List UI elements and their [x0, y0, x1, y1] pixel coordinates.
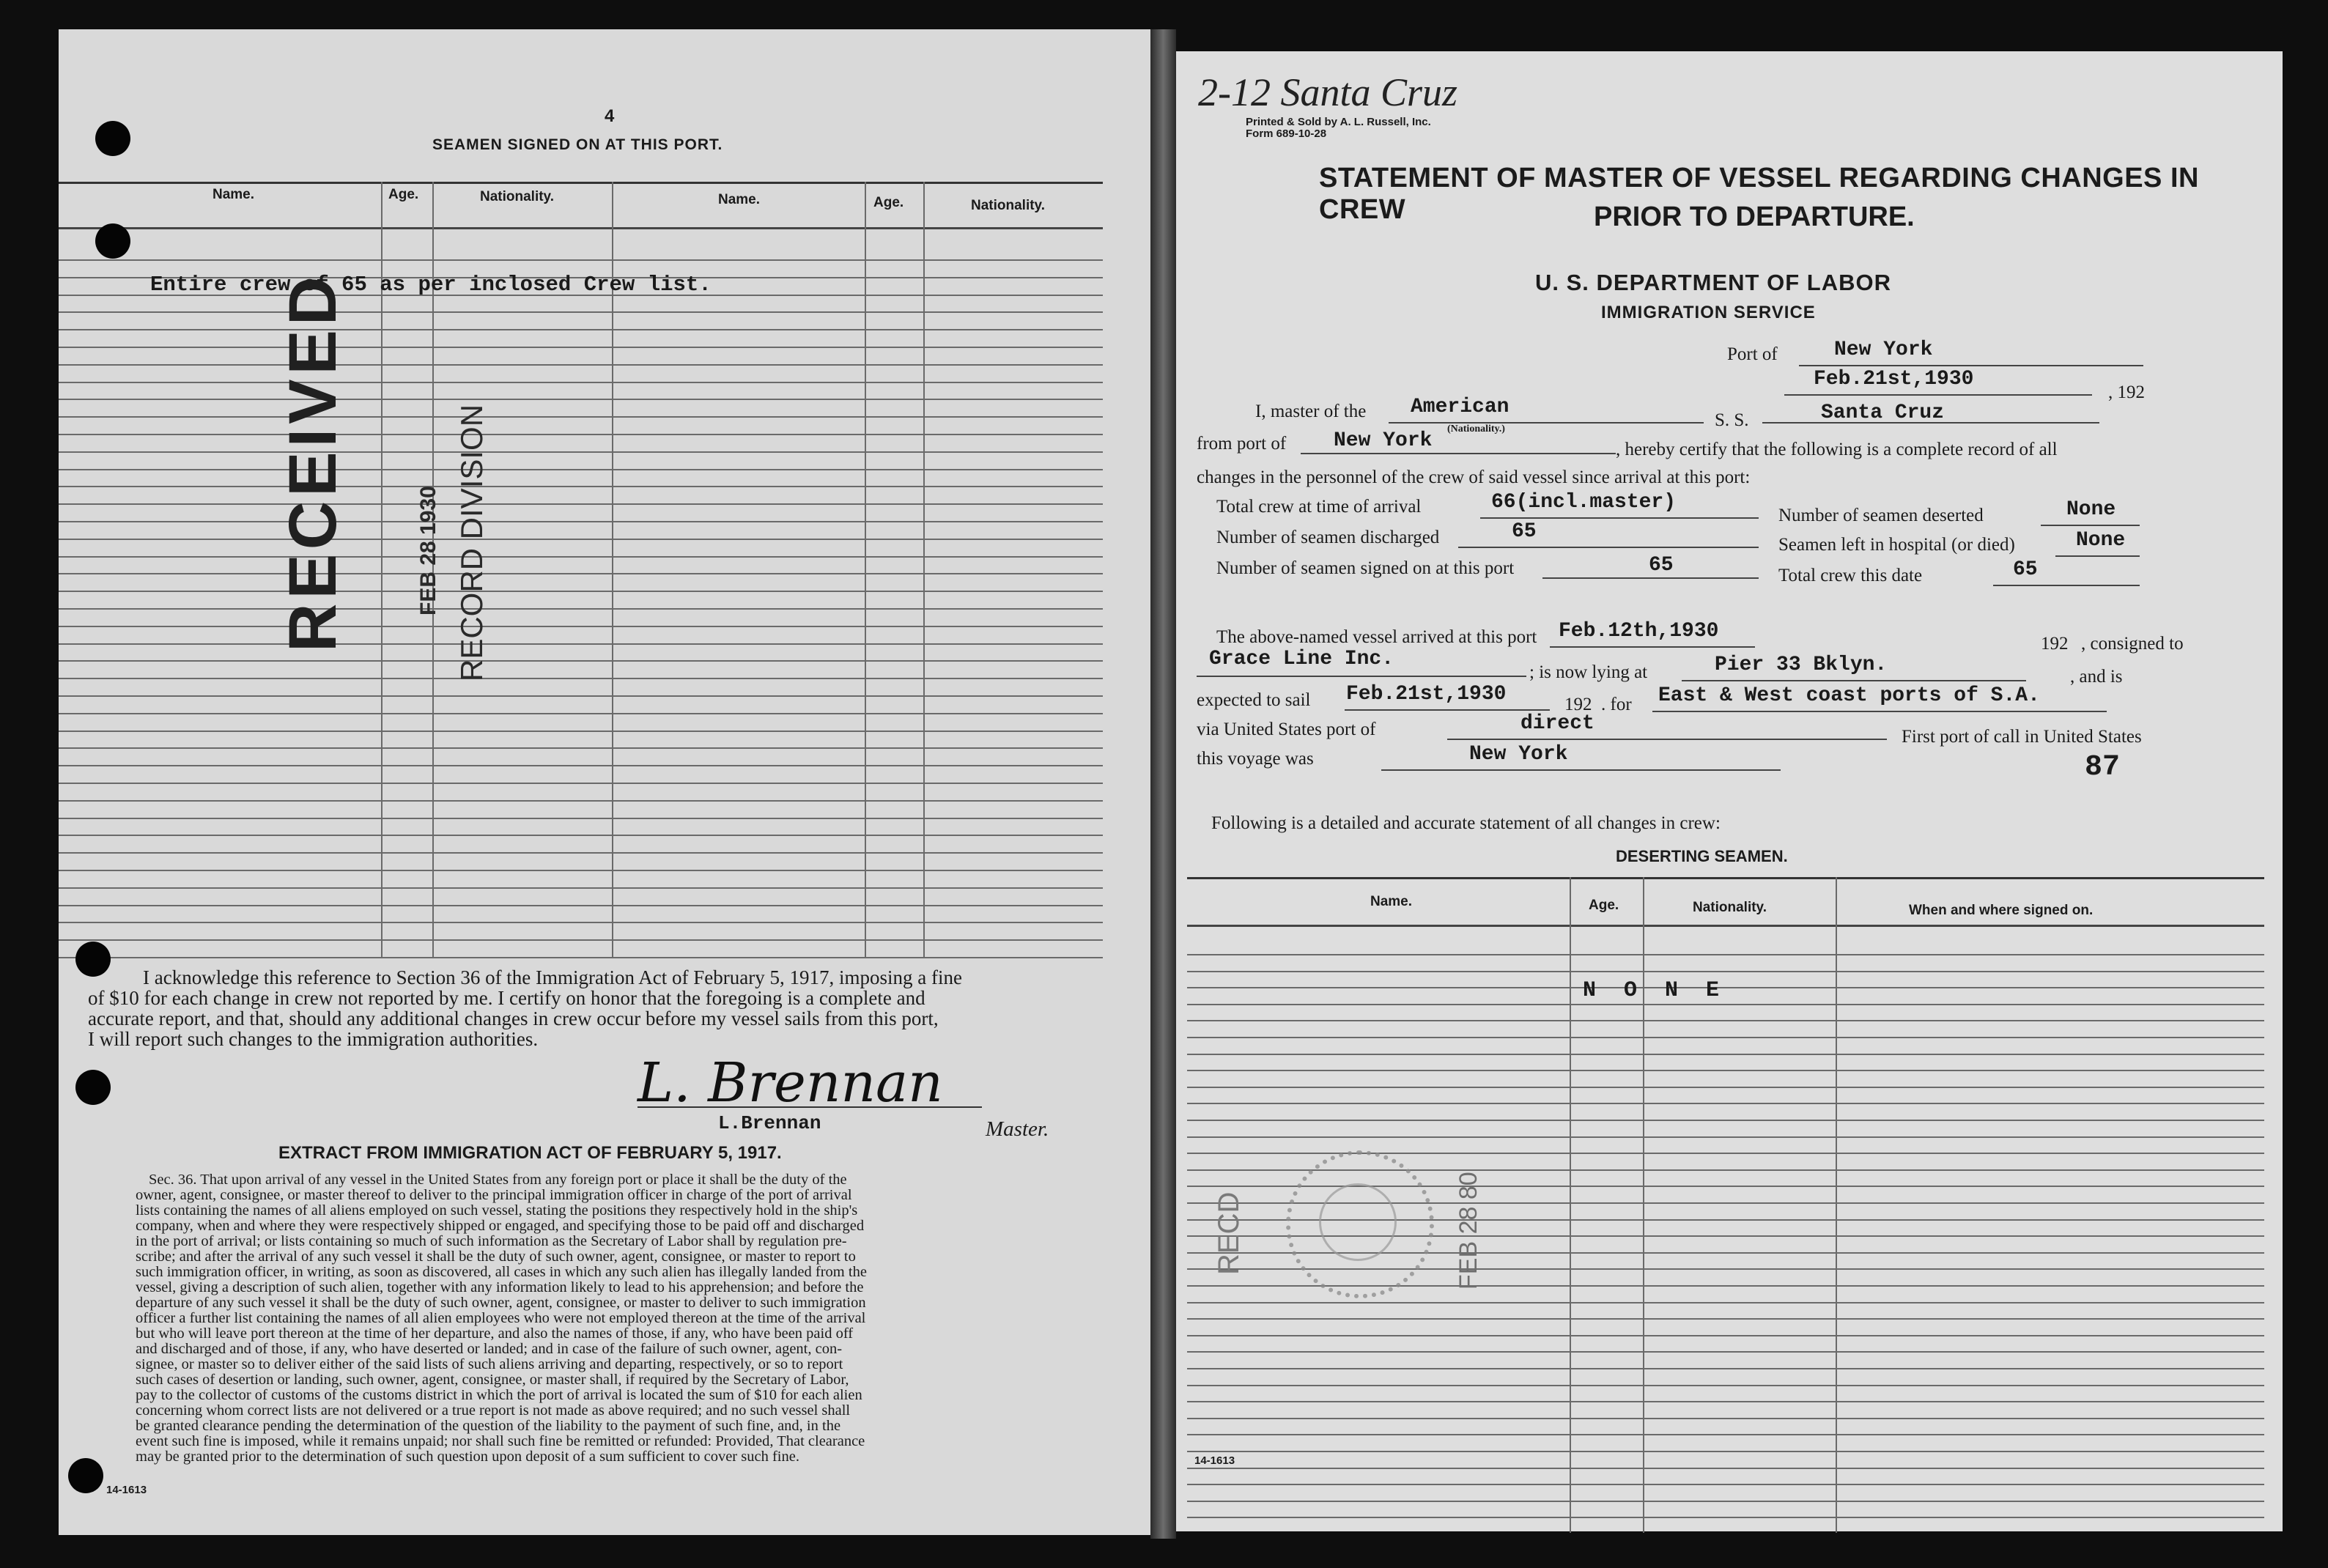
ruled-line: [59, 713, 1103, 714]
stamp-number: 87: [2085, 751, 2121, 784]
ruled-line: [59, 259, 1103, 261]
page-number: 4: [605, 106, 615, 126]
desert-col-age: Age.: [1589, 898, 1619, 913]
ack-line-3: accurate report, and that, should any additional changes in crew occur before my vessel sails from this port,: [88, 1007, 939, 1029]
extract-text: [136, 1172, 1147, 1465]
extract-line: officer a further list containing the names of all alien employees who were not employed thereon at the time of the arrival: [136, 1310, 866, 1326]
department-heading: U. S. DEPARTMENT OF LABOR: [1535, 270, 1891, 295]
port-value: New York: [1834, 339, 1933, 361]
extract-line: such immigration officer, in writing, as soon as discovered, all cases in which any such alien has illegally landed from the: [136, 1264, 867, 1280]
ruled-line: [59, 329, 1103, 330]
ruled-line: [59, 591, 1103, 592]
col-age-1: Age.: [388, 187, 419, 202]
ruled-line: [1187, 1484, 2264, 1485]
form-title-line-1: STATEMENT OF MASTER OF VESSEL REGARDING CHANGES IN CREW: [1319, 163, 2199, 225]
ruled-line: [59, 434, 1103, 435]
ruled-line: [1187, 1302, 2264, 1303]
punch-hole: [75, 1070, 111, 1105]
printer-line-1: Printed & Sold by A. L. Russell, Inc.: [1246, 116, 1431, 128]
nationality-caption: (Nationality.): [1447, 424, 1505, 434]
ruled-line: [1187, 1136, 2264, 1138]
signed-on-heading: SEAMEN SIGNED ON AT THIS PORT.: [432, 136, 723, 153]
extract-line: departure of any such vessel it shall be the duty of such owner, agent, consignee, or master to deliver to such immigration: [136, 1295, 866, 1311]
ruled-line: [59, 451, 1103, 453]
ruled-line: [1187, 971, 2264, 972]
extract-line: such cases of desertion or landing, such owner, agent, consignee, or master shall, if required by the Secretary of Labor,: [136, 1372, 849, 1388]
col-nationality-2: Nationality.: [971, 198, 1045, 213]
desert-col-when-where: When and where signed on.: [1909, 903, 2094, 918]
ack-line-1: I acknowledge this reference to Section 36 of the Immigration Act of February 5, 1917, imposing a fine: [143, 966, 962, 988]
ruled-line: [1187, 1451, 2264, 1452]
ruled-line: [59, 870, 1103, 871]
record-division-stamp: RECORD DIVISION: [454, 404, 489, 681]
ruled-line: [59, 521, 1103, 522]
handwritten-note: 2-12 Santa Cruz: [1198, 70, 1458, 114]
col-name-1: Name.: [213, 187, 255, 202]
discharged-value: 65: [1512, 520, 1537, 543]
extract-line: in the port of arrival; or lists containing so much of such information as the Secretary of Labor shall by regulation pre-: [136, 1233, 847, 1249]
nationality-value: American: [1411, 396, 1509, 418]
service-heading: IMMIGRATION SERVICE: [1601, 303, 1816, 322]
total-date-label: Total crew this date: [1778, 566, 1923, 585]
total-arrival-label: Total crew at time of arrival: [1216, 497, 1422, 517]
form-title-line-2: PRIOR TO DEPARTURE.: [1594, 201, 1915, 232]
master-signature: L. Brennan: [638, 1051, 943, 1114]
extract-line: scribe; and after the arrival of any such vessel it shall be the duty of such owner, agent, consignee, or master to report to: [136, 1249, 856, 1265]
port-label: Port of: [1727, 344, 1778, 364]
signed-on-value: 65: [1649, 554, 1674, 577]
hospital-value: None: [2076, 529, 2126, 552]
acknowledgement-block: [88, 967, 1128, 1049]
punch-hole: [75, 942, 111, 977]
punch-hole: [68, 1458, 103, 1493]
extract-line: event such fine is imposed, while it remains unpaid; nor shall such fine be remitted or refunded: Provided, That clearance: [136, 1433, 865, 1449]
col-nationality-1: Nationality.: [480, 189, 554, 204]
discharged-label: Number of seamen discharged: [1216, 528, 1440, 547]
ruled-line: [59, 731, 1103, 732]
ruled-line: [59, 486, 1103, 487]
right-form-number: 14-1613: [1194, 1454, 1235, 1467]
ruled-line: [59, 818, 1103, 819]
ruled-line: [59, 835, 1103, 836]
extract-line: and discharged and of those, if any, who have deserted or landed; and in case of the failure of such owner, agent, con-: [136, 1341, 843, 1357]
ruled-line: [59, 626, 1103, 627]
ruled-line: [1187, 1004, 2264, 1005]
ruled-line: [1187, 1351, 2264, 1353]
ruled-line: [1187, 1054, 2264, 1055]
ss-label: S. S.: [1715, 410, 1749, 430]
ruled-line: [59, 573, 1103, 574]
ruled-line: [1187, 1103, 2264, 1104]
extract-line: lists containing the names of all aliens employed on such vessel, stating the positions they respectively hold in the ship's: [136, 1202, 858, 1218]
ruled-line: [59, 678, 1103, 679]
printer-line-2: Form 689-10-28: [1246, 127, 1327, 140]
ruled-line: [59, 957, 1103, 958]
ruled-line: [59, 347, 1103, 348]
recd-stamp-text: RECD: [1213, 1191, 1245, 1275]
lying-value: Pier 33 Bklyn.: [1715, 654, 1888, 676]
master-of-label: I, master of the: [1255, 402, 1367, 421]
sail-year: 192: [1564, 695, 1592, 714]
and-is-label: , and is: [2070, 667, 2123, 687]
changes-text: changes in the personnel of the crew of said vessel since arrival at this port:: [1197, 467, 1751, 487]
feb-stamp-date: FEB 28 80: [1455, 1172, 1482, 1290]
ruled-line: [1187, 954, 2264, 955]
ruled-line: [59, 469, 1103, 470]
extract-line: signee, or master so to deliver either of the said lists of such aliens arriving and departing, respectively, or so to report: [136, 1356, 843, 1372]
deserted-value: None: [2066, 498, 2116, 521]
lying-label: ; is now lying at: [1529, 662, 1648, 682]
ruled-line: [1187, 1401, 2264, 1402]
col-name-2: Name.: [718, 192, 761, 207]
ruled-line: [1187, 1434, 2264, 1435]
arrived-year: 192: [2041, 634, 2069, 654]
ruled-line: [1187, 1087, 2264, 1088]
left-page: [59, 29, 1150, 1535]
ruled-line: [1187, 1335, 2264, 1336]
ruled-line: [1187, 1385, 2264, 1386]
extract-line: company, when and where they were respectively shipped or engaged, and specifying those to be paid off and discharged: [136, 1218, 865, 1234]
punch-hole: [95, 223, 130, 259]
ruled-line: [59, 382, 1103, 383]
signed-on-label: Number of seamen signed on at this port: [1216, 558, 1515, 578]
ruled-line: [1187, 1501, 2264, 1502]
extract-line: pay to the collector of customs of the customs district in which the port of arrival is located the sum of $10 for each alien: [136, 1387, 862, 1403]
ruled-line: [1187, 1517, 2264, 1518]
ruled-line: [1187, 1120, 2264, 1121]
sail-value: Feb.21st,1930: [1346, 683, 1507, 706]
from-port-value: New York: [1334, 429, 1433, 452]
master-label: Master.: [986, 1117, 1049, 1141]
col-age-2: Age.: [873, 195, 904, 210]
extract-line: Sec. 36. That upon arrival of any vessel in the United States from any foreign port or place it shall be the duty of the: [149, 1172, 847, 1188]
ruled-line: [59, 364, 1103, 366]
ruled-line: [59, 503, 1103, 505]
ruled-line: [59, 608, 1103, 610]
voyage-value: New York: [1469, 743, 1568, 766]
ack-line-2: of $10 for each change in crew not reported by me. I certify on honor that the foregoing is a complete and: [88, 987, 925, 1009]
voyage-label: this voyage was: [1197, 749, 1314, 769]
ruled-line: [1187, 1070, 2264, 1071]
ruled-line: [1187, 1468, 2264, 1469]
deserting-heading: DESERTING SEAMEN.: [1616, 847, 1788, 865]
extract-line: concerning whom correct lists are not delivered or a true report is not made as above required; and no such vessel shall: [136, 1402, 851, 1419]
arrived-label: The above-named vessel arrived at this port: [1216, 627, 1537, 647]
extract-line: vessel, giving a description of such alien, together with any information likely to lead to his apprehension; and before the: [136, 1279, 864, 1295]
following-text: Following is a detailed and accurate statement of all changes in crew:: [1211, 813, 1721, 833]
book-gutter: [1150, 29, 1176, 1539]
certify-text: , hereby certify that the following is a complete record of all: [1616, 440, 2058, 459]
extract-line: owner, agent, consignee, or master thereof to deliver to the principal immigration officer in charge of the port of arrival: [136, 1187, 852, 1203]
ruled-line: [59, 939, 1103, 941]
date-value: Feb.21st,1930: [1814, 368, 1974, 391]
ruled-line: [59, 800, 1103, 802]
desert-col-name: Name.: [1370, 894, 1413, 909]
consigned-label: , consigned to: [2081, 634, 2184, 654]
arrived-value: Feb.12th,1930: [1559, 620, 1719, 643]
year-suffix: , 192: [2108, 382, 2145, 402]
ruled-line: [1187, 1368, 2264, 1369]
via-label: via United States port of: [1197, 720, 1376, 739]
ruled-line: [59, 747, 1103, 749]
crew-entry: Entire crew of 65 as per inclosed Crew list.: [150, 273, 712, 297]
none-entry: N O N E: [1583, 978, 1727, 1003]
ruled-line: [1187, 1318, 2264, 1320]
ruled-line: [59, 887, 1103, 889]
punch-hole: [95, 121, 130, 156]
ruled-line: [59, 539, 1103, 540]
extract-line: may be granted prior to the determination of such question upon deposit of a sum sufficient to cover such fine.: [136, 1449, 799, 1465]
ruled-line: [59, 905, 1103, 906]
from-port-label: from port of: [1197, 434, 1287, 454]
ruled-line: [1187, 1418, 2264, 1419]
right-page: [1176, 51, 2283, 1531]
extract-line: but who will leave port thereon at the time of her departure, and also the names of those, if any, who have been paid off: [136, 1325, 854, 1342]
ack-line-4: I will report such changes to the immigration authorities.: [88, 1028, 539, 1050]
ruled-line: [59, 852, 1103, 854]
left-form-number: 14-1613: [106, 1484, 147, 1496]
ruled-line: [59, 783, 1103, 784]
consignee-value: Grace Line Inc.: [1209, 648, 1394, 670]
signer-typed-name: L.Brennan: [718, 1112, 821, 1134]
extract-line: be granted clearance pending the determination of the question of the liability to the payment of such fine, and, in the: [136, 1418, 841, 1434]
ruled-line: [59, 311, 1103, 313]
ruled-line: [1187, 1020, 2264, 1021]
total-arrival-value: 66(incl.master): [1491, 491, 1677, 514]
ruled-line: [59, 765, 1103, 766]
ruled-line: [59, 643, 1103, 645]
ruled-line: [59, 399, 1103, 400]
ruled-line: [59, 416, 1103, 418]
hospital-label: Seamen left in hospital (or died): [1778, 535, 2015, 555]
deserted-label: Number of seamen deserted: [1778, 506, 1984, 525]
total-date-value: 65: [2013, 558, 2038, 581]
via-value: direct: [1520, 712, 1595, 735]
first-port-label: First port of call in United States: [1902, 727, 2142, 747]
ruled-line: [59, 695, 1103, 697]
vessel-name: Santa Cruz: [1821, 402, 1945, 424]
ruled-line: [59, 556, 1103, 558]
received-stamp-date: FEB 28 1930: [416, 486, 440, 615]
ruled-line: [59, 660, 1103, 662]
for-label: . for: [1601, 695, 1632, 714]
expected-label: expected to sail: [1197, 690, 1311, 710]
ruled-line: [59, 922, 1103, 923]
desert-col-nationality: Nationality.: [1693, 900, 1767, 915]
ruled-line: [1187, 1037, 2264, 1038]
destination-value: East & West coast ports of S.A.: [1658, 684, 2040, 707]
extract-heading: EXTRACT FROM IMMIGRATION ACT OF FEBRUARY 5, 1917.: [278, 1143, 782, 1163]
received-stamp-text: RECEIVED: [276, 272, 350, 652]
